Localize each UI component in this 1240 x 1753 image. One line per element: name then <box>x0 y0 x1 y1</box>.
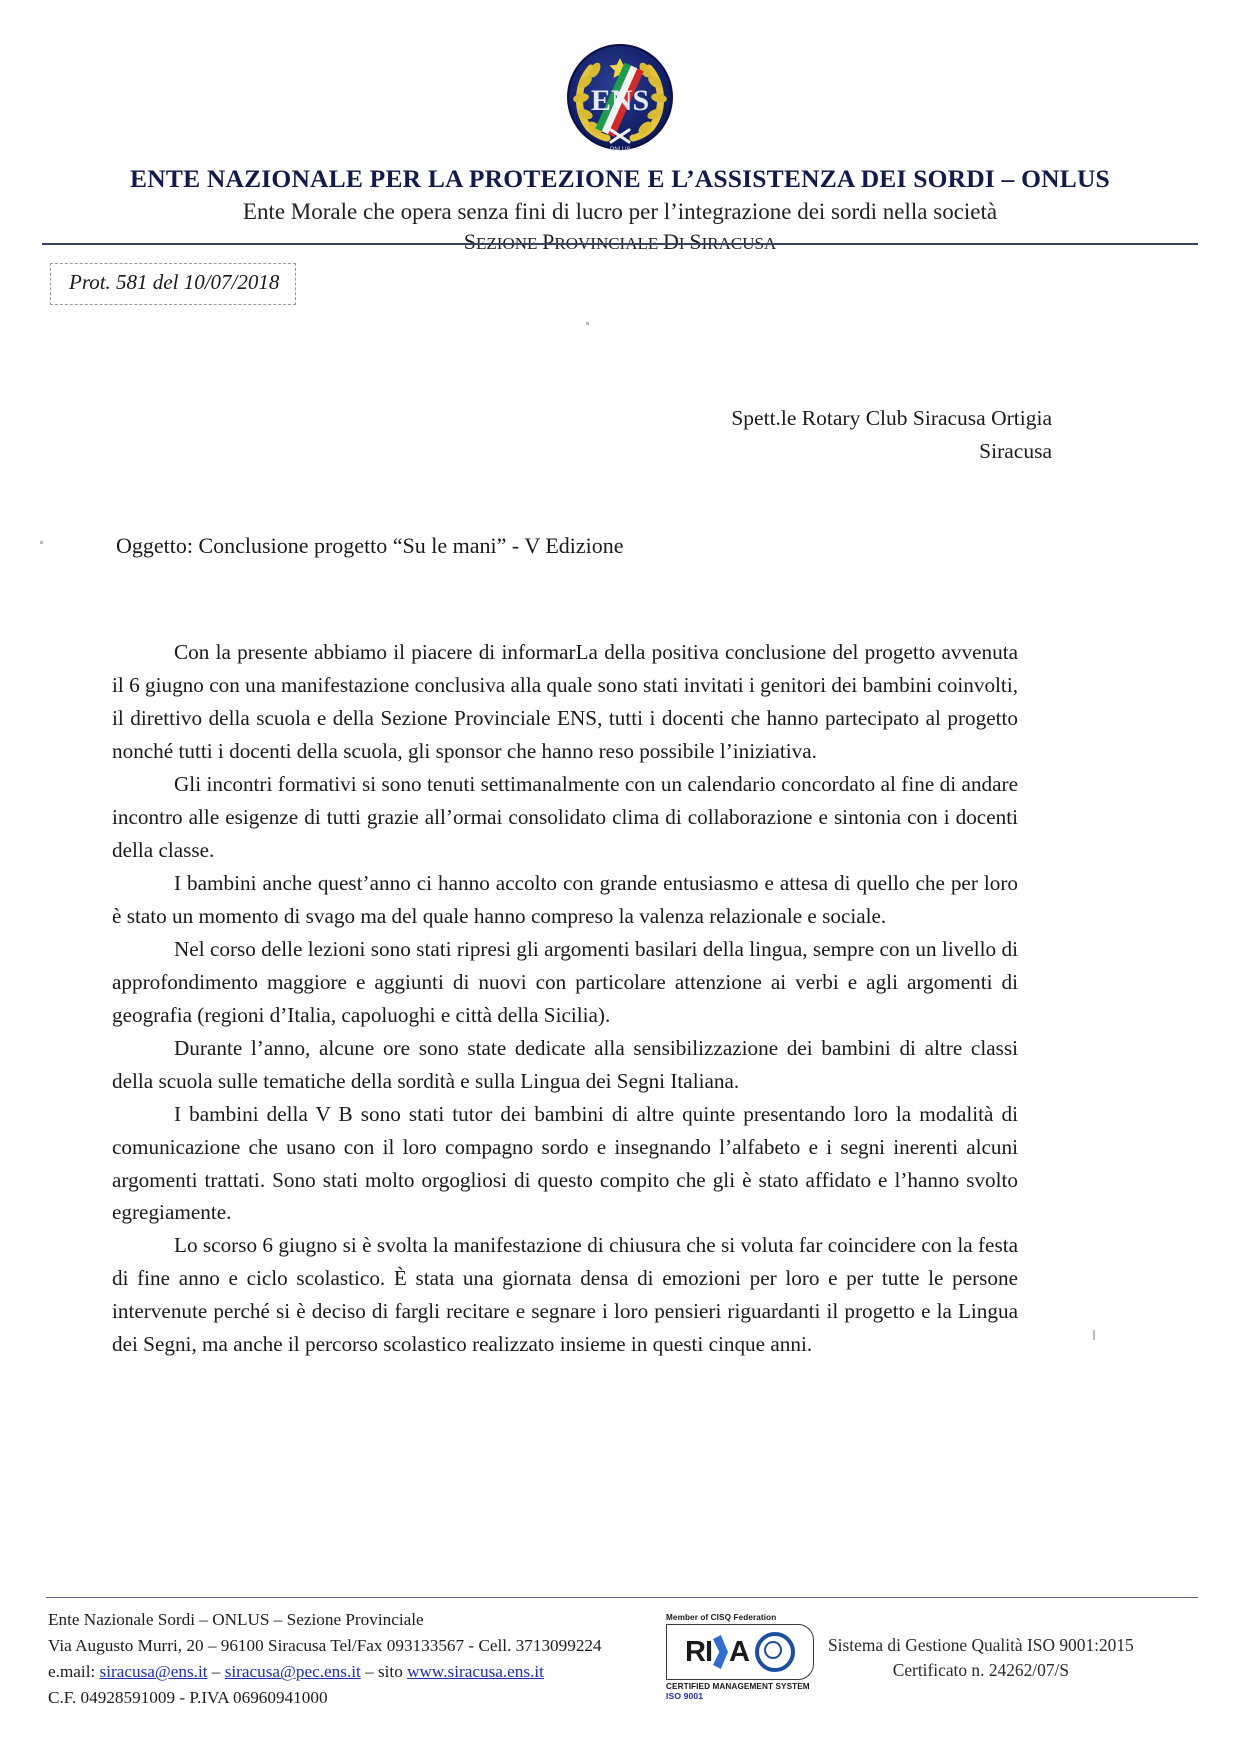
certification-system-line: Sistema di Gestione Qualità ISO 9001:2015 <box>828 1635 1134 1655</box>
recipient-block <box>731 402 1052 469</box>
footer-line-address: Via Augusto Murri, 20 – 96100 Siracusa Tel/Fax 093133567 - Cell. 3713099224 <box>48 1636 602 1656</box>
email-label: e.mail: <box>48 1662 100 1682</box>
rina-seal-icon <box>755 1632 795 1672</box>
footer-line-organization: Ente Nazionale Sordi – ONLUS – Sezione Provinciale <box>48 1610 424 1629</box>
ens-emblem-logo <box>561 38 679 156</box>
scan-artifact <box>586 322 589 325</box>
rina-wordmark <box>685 1635 749 1669</box>
section-line-text: SEZIONE PROVINCIALE DI SIRACUSA <box>463 229 777 254</box>
footer-line-contacts <box>48 1659 602 1685</box>
svg-text:ENS: ENS <box>590 84 650 117</box>
body-paragraph: Nel corso delle lezioni sono stati ripresi gli argomenti basilari della lingua, sempre con un livello di approfondimento maggiore e aggiunti di nuovi con particolare attenzione ai verbi e agli argomenti di geografia (regioni d’Italia, capoluoghi e città della Sicilia). <box>112 936 1018 1027</box>
certification-number-line: Certificato n. 24262/07/S <box>892 1660 1070 1681</box>
footer-line-fiscal: C.F. 04928591009 - P.IVA 06960941000 <box>48 1688 328 1708</box>
header-divider <box>42 243 1198 245</box>
letterhead <box>0 38 1240 255</box>
iso-standard-label: ISO 9001 <box>666 1691 704 1701</box>
website-link[interactable]: www.siracusa.ens.it <box>407 1662 544 1682</box>
certification-text <box>828 1633 1134 1683</box>
organization-name: ENTE NAZIONALE PER LA PROTEZIONE E L’ASSISTENZA DEI SORDI – ONLUS <box>130 164 1110 193</box>
rina-logo-box <box>666 1624 814 1680</box>
email-link-primary[interactable]: siracusa@ens.it <box>99 1662 208 1682</box>
certified-management-system-label: CERTIFIED MANAGEMENT SYSTEM <box>666 1682 810 1691</box>
protocol-box <box>50 263 296 305</box>
body-paragraph: Lo scorso 6 giugno si è svolta la manifestazione di chiusura che si voluta far coincidere con la festa di fine anno e ciclo scolastico. È stata una giornata densa di emozioni per loro e per tutte le persone intervenute perché si è deciso di fargli recitare e segnare i loro pensieri riguardanti il progetto e la Lingua dei Segni, ma anche il percorso scolastico realizzato insieme in questi cinque anni. <box>112 1233 1018 1357</box>
subject-line: Oggetto: Conclusione progetto “Su le mani” - V Edizione <box>116 533 624 558</box>
email-separator-2: – sito <box>360 1662 408 1682</box>
body-paragraph: Durante l’anno, alcune ore sono state dedicate alla sensibilizzazione dei bambini di altre classi della scuola sulle tematiche della sordità e sulla Lingua dei Segni Italiana. <box>112 1035 1018 1093</box>
cisq-member-label: Member of CISQ Federation <box>666 1613 777 1622</box>
rina-bolt-icon <box>713 1635 728 1669</box>
rina-wordmark-part1: RI <box>685 1635 713 1668</box>
protocol-text: Prot. 581 del 10/07/2018 <box>69 270 280 294</box>
footer-divider <box>46 1597 1198 1598</box>
body-paragraph: Gli incontri formativi si sono tenuti settimanalmente con un calendario concordato al fine di andare incontro alle esigenze di tutti grazie all’ormai consolidato clima di collaborazione e sintonia con i docenti della classe. <box>112 771 1018 862</box>
body-paragraph: Con la presente abbiamo il piacere di informarLa della positiva conclusione del progetto avvenuta il 6 giugno con una manifestazione conclusiva alla quale sono stati invitati i genitori dei bambini coinvolti, il direttivo della scuola e della Sezione Provinciale ENS, tutti i docenti che hanno partecipato al progetto nonché tutti i docenti della scuola, gli sponsor che hanno reso possibile l’iniziativa. <box>112 640 1018 763</box>
rina-wordmark-part2: A <box>729 1635 749 1668</box>
recipient-line-1: Spett.le Rotary Club Siracusa Ortigia <box>731 406 1052 430</box>
footer-address-block <box>48 1607 602 1712</box>
email-link-pec[interactable]: siracusa@pec.ens.it <box>224 1662 361 1682</box>
scan-artifact <box>1093 1330 1095 1340</box>
recipient-line-2: Siracusa <box>979 439 1052 464</box>
body-paragraph: I bambini anche quest’anno ci hanno accolto con grande entusiasmo e attesa di quello che per loro è stato un momento di svago ma del quale hanno compreso la valenza relazionale e sociale. <box>112 870 1018 928</box>
scan-artifact <box>40 541 43 544</box>
provincial-section-line <box>0 229 1240 255</box>
organization-subtitle: Ente Morale che opera senza fini di lucro per l’integrazione dei sordi nella società <box>242 199 998 224</box>
email-separator-1: – <box>207 1662 225 1682</box>
letter-body <box>112 636 1018 1361</box>
svg-text:ONLUS: ONLUS <box>609 147 631 153</box>
certification-block <box>666 1613 1134 1701</box>
body-paragraph: I bambini della V B sono stati tutor dei bambini di altre quinte presentando loro la modalità di comunicazione che usano con il loro compagno sordo e insegnando l’alfabeto e i segni inerenti alcuni argomenti trattati. Sono stati molto orgogliosi di questo compito che gli è stato affidato e l’hanno svolto egregiamente. <box>112 1101 1018 1225</box>
rina-certification-logo <box>666 1613 814 1701</box>
